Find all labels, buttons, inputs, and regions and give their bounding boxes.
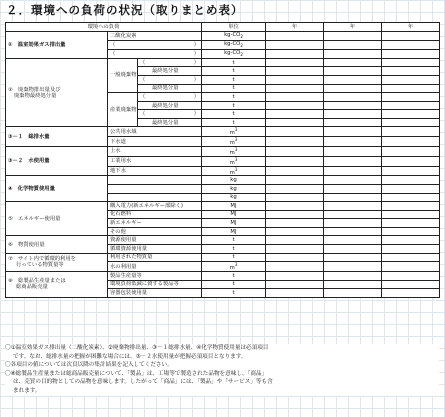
- drain-sewer: 下水道: [108, 137, 202, 147]
- chem-item-1[interactable]: [108, 176, 202, 185]
- value-cell[interactable]: [382, 262, 440, 272]
- value-cell[interactable]: [266, 184, 324, 193]
- value-cell[interactable]: [266, 210, 324, 219]
- value-cell[interactable]: [266, 58, 324, 67]
- value-cell[interactable]: [382, 156, 440, 166]
- industrial-waste-label: 産業廃棄物: [108, 93, 138, 127]
- material-recycled: 循環資源使用量: [108, 245, 202, 254]
- value-cell[interactable]: [324, 280, 382, 289]
- value-cell[interactable]: [324, 137, 382, 147]
- unit-cell: kg: [202, 176, 266, 185]
- unit-cell: t: [202, 253, 266, 262]
- value-cell[interactable]: [266, 67, 324, 76]
- table-row: [6, 272, 440, 281]
- header-item: 環境への負荷: [6, 23, 202, 32]
- table-row: [6, 176, 440, 185]
- note-line: 〇①温室効果ガス排出量（二酸化炭素）、②廃棄物排出量、③－１総排水量、④化学物質使用量は必須項目: [5, 345, 269, 351]
- value-cell[interactable]: [324, 184, 382, 193]
- value-cell[interactable]: [266, 280, 324, 289]
- unit-cell: t: [202, 93, 266, 102]
- value-cell[interactable]: [324, 31, 382, 40]
- value-cell[interactable]: [266, 147, 324, 157]
- value-cell[interactable]: [266, 245, 324, 254]
- general-waste-1[interactable]: （ ）: [138, 58, 202, 67]
- value-cell[interactable]: [324, 67, 382, 76]
- ghg-label: ① 温室効果ガス排出量: [6, 31, 108, 58]
- header-year-3: 年: [382, 23, 440, 32]
- value-cell[interactable]: [382, 75, 440, 84]
- value-cell[interactable]: [382, 58, 440, 67]
- unit-cell: t: [202, 272, 266, 281]
- value-cell[interactable]: [324, 156, 382, 166]
- value-cell[interactable]: [324, 110, 382, 119]
- environmental-load-table: [5, 22, 440, 298]
- industrial-waste-1[interactable]: （ ）: [138, 93, 202, 102]
- value-cell[interactable]: [324, 49, 382, 58]
- unit-cell: $m^3$: [202, 166, 266, 176]
- value-cell[interactable]: [266, 202, 324, 211]
- unit-cell: t: [202, 58, 266, 67]
- header-year-2: 年: [324, 23, 382, 32]
- header-unit: 単位: [202, 23, 266, 32]
- energy-label: ⑤ エネルギー使用量: [6, 202, 108, 236]
- value-cell[interactable]: [324, 93, 382, 102]
- ghg-other-1[interactable]: （ ）: [108, 40, 202, 49]
- unit-cell: t: [202, 245, 266, 254]
- unit-cell: $m^3$: [202, 147, 266, 157]
- value-cell[interactable]: [266, 75, 324, 84]
- unit-cell: t: [202, 75, 266, 84]
- value-cell[interactable]: [266, 137, 324, 147]
- value-cell[interactable]: [324, 253, 382, 262]
- unit-cell: t: [202, 289, 266, 298]
- note-line: です。なお、総排水量の把握が困難な場合には、③－２水使用量が把握必須項目となります。: [13, 353, 247, 360]
- value-cell[interactable]: [266, 176, 324, 185]
- water-label: ③－２ 水使用量: [6, 147, 108, 176]
- value-cell[interactable]: [266, 49, 324, 58]
- value-cell[interactable]: [382, 93, 440, 102]
- value-cell[interactable]: [324, 101, 382, 110]
- value-cell[interactable]: [324, 193, 382, 202]
- unit-cell: kg: [202, 184, 266, 193]
- energy-new: 新エネルギー: [108, 219, 202, 228]
- value-cell[interactable]: [382, 245, 440, 254]
- energy-fossil: 化石燃料: [108, 210, 202, 219]
- value-cell[interactable]: [324, 58, 382, 67]
- value-cell[interactable]: [266, 40, 324, 49]
- value-cell[interactable]: [324, 289, 382, 298]
- value-cell[interactable]: [324, 75, 382, 84]
- note-line: まれます。: [13, 387, 41, 394]
- unit-cell: kg: [202, 193, 266, 202]
- general-waste-label: 一般廃棄物: [108, 58, 138, 92]
- ghg-other-2[interactable]: （ ）: [108, 49, 202, 58]
- unit-cell: $kg-CO_2$: [202, 40, 266, 49]
- product-packaging: 容器包装使用量: [108, 289, 202, 298]
- value-cell[interactable]: [382, 40, 440, 49]
- value-cell[interactable]: [324, 272, 382, 281]
- general-waste-2[interactable]: （ ）: [138, 75, 202, 84]
- value-cell[interactable]: [382, 253, 440, 262]
- water-tap: 上水: [108, 147, 202, 157]
- waste-label: ② 廃棄物排出量及び 廃棄物最終処分量: [6, 58, 108, 127]
- industrial-waste-2-final: 最終処分量: [138, 118, 202, 127]
- value-cell[interactable]: [382, 272, 440, 281]
- value-cell[interactable]: [382, 236, 440, 245]
- value-cell[interactable]: [266, 262, 324, 272]
- unit-cell: $m^3$: [202, 262, 266, 272]
- unit-cell: MJ: [202, 210, 266, 219]
- recycle-water: 水の利用量: [108, 262, 202, 272]
- value-cell[interactable]: [324, 227, 382, 236]
- page-title: ２．環境への負荷の状況（取りまとめ表）: [6, 3, 244, 17]
- drain-label: ③－１ 総排水量: [6, 127, 108, 147]
- unit-cell: t: [202, 118, 266, 127]
- unit-cell: $m^3$: [202, 156, 266, 166]
- unit-cell: t: [202, 101, 266, 110]
- unit-cell: t: [202, 67, 266, 76]
- value-cell[interactable]: [324, 118, 382, 127]
- value-cell[interactable]: [324, 176, 382, 185]
- industrial-waste-2[interactable]: （ ）: [138, 110, 202, 119]
- value-cell[interactable]: [382, 219, 440, 228]
- value-cell[interactable]: [324, 40, 382, 49]
- value-cell[interactable]: [382, 147, 440, 157]
- product-label: ⑧ 総製品生産量または 総商品販売量: [6, 272, 108, 298]
- value-cell[interactable]: [266, 236, 324, 245]
- value-cell[interactable]: [382, 110, 440, 119]
- table-row: [6, 253, 440, 262]
- material-resource: 資源使用量: [108, 236, 202, 245]
- value-cell[interactable]: [266, 289, 324, 298]
- unit-cell: t: [202, 110, 266, 119]
- value-cell[interactable]: [382, 210, 440, 219]
- unit-cell: MJ: [202, 202, 266, 211]
- energy-other: その他: [108, 227, 202, 236]
- value-cell[interactable]: [324, 127, 382, 137]
- general-waste-1-final: 最終処分量: [138, 67, 202, 76]
- value-cell[interactable]: [324, 84, 382, 93]
- value-cell[interactable]: [382, 118, 440, 127]
- value-cell[interactable]: [266, 156, 324, 166]
- value-cell[interactable]: [324, 166, 382, 176]
- value-cell[interactable]: [382, 176, 440, 185]
- value-cell[interactable]: [266, 118, 324, 127]
- value-cell[interactable]: [266, 253, 324, 262]
- value-cell[interactable]: [266, 31, 324, 40]
- table-row: [6, 31, 440, 40]
- header-year-1: 年: [266, 23, 324, 32]
- notes-section: [5, 344, 439, 396]
- product-eco: 環境負荷低減に資する製品等: [108, 280, 202, 289]
- recycle-label: ⑦ サイト内で循環的利用を 行っている物質量等: [6, 253, 108, 271]
- value-cell[interactable]: [324, 210, 382, 219]
- table-row: [6, 236, 440, 245]
- water-industrial: 工業用水: [108, 156, 202, 166]
- value-cell[interactable]: [382, 49, 440, 58]
- recycle-material: 利用された物質量: [108, 253, 202, 262]
- value-cell[interactable]: [382, 101, 440, 110]
- value-cell[interactable]: [266, 93, 324, 102]
- value-cell[interactable]: [266, 219, 324, 228]
- value-cell[interactable]: [382, 127, 440, 137]
- value-cell[interactable]: [382, 184, 440, 193]
- table-row: [6, 147, 440, 157]
- value-cell[interactable]: [324, 202, 382, 211]
- unit-cell: t: [202, 84, 266, 93]
- value-cell[interactable]: [324, 219, 382, 228]
- unit-cell: $m^3$: [202, 137, 266, 147]
- value-cell[interactable]: [382, 166, 440, 176]
- value-cell[interactable]: [382, 67, 440, 76]
- table-row: [6, 58, 440, 67]
- value-cell[interactable]: [382, 202, 440, 211]
- unit-cell: $kg-CO_2$: [202, 31, 266, 40]
- unit-cell: $m^3$: [202, 127, 266, 137]
- value-cell[interactable]: [324, 262, 382, 272]
- value-cell[interactable]: [266, 101, 324, 110]
- ghg-co2: 二酸化炭素: [108, 31, 202, 40]
- water-ground: 地下水: [108, 166, 202, 176]
- value-cell[interactable]: [266, 193, 324, 202]
- value-cell[interactable]: [382, 280, 440, 289]
- unit-cell: MJ: [202, 227, 266, 236]
- chem-label: ④ 化学物質使用量: [6, 176, 108, 202]
- value-cell[interactable]: [266, 227, 324, 236]
- note-line: 〇各項目の値については次頁以降の集計結果を記入してください。: [5, 362, 173, 369]
- value-cell[interactable]: [266, 166, 324, 176]
- value-cell[interactable]: [266, 127, 324, 137]
- value-cell[interactable]: [382, 84, 440, 93]
- note-line: 〇⑧総製品生産量または総商品販売量について、「製品」は、工場等で製造された品物を意味し、「商品」: [5, 370, 268, 377]
- table-row: [6, 127, 440, 137]
- unit-cell: t: [202, 236, 266, 245]
- value-cell[interactable]: [382, 31, 440, 40]
- value-cell[interactable]: [324, 236, 382, 245]
- header-row: [6, 23, 440, 32]
- table-row: [6, 202, 440, 211]
- industrial-waste-1-final: 最終処分量: [138, 101, 202, 110]
- value-cell[interactable]: [382, 227, 440, 236]
- drain-public: 公共用水域: [108, 127, 202, 137]
- value-cell[interactable]: [382, 289, 440, 298]
- value-cell[interactable]: [266, 84, 324, 93]
- chem-item-3[interactable]: [108, 193, 202, 202]
- unit-cell: $kg-CO_2$: [202, 49, 266, 58]
- value-cell[interactable]: [382, 137, 440, 147]
- value-cell[interactable]: [266, 110, 324, 119]
- unit-cell: MJ: [202, 219, 266, 228]
- product-output: 製品生産量等: [108, 272, 202, 281]
- value-cell[interactable]: [324, 245, 382, 254]
- general-waste-2-final: 最終処分量: [138, 84, 202, 93]
- unit-cell: t: [202, 280, 266, 289]
- chem-item-2[interactable]: [108, 184, 202, 193]
- energy-electricity: 購入電力(新エネルギー部除く): [108, 202, 202, 211]
- material-label: ⑥ 物質使用量: [6, 236, 108, 253]
- value-cell[interactable]: [266, 272, 324, 281]
- value-cell[interactable]: [382, 193, 440, 202]
- note-line: は、売買の目的物としての品物を意味します。したがって「商品」には、「製品」や「サービス」等も含: [13, 379, 273, 386]
- value-cell[interactable]: [324, 147, 382, 157]
